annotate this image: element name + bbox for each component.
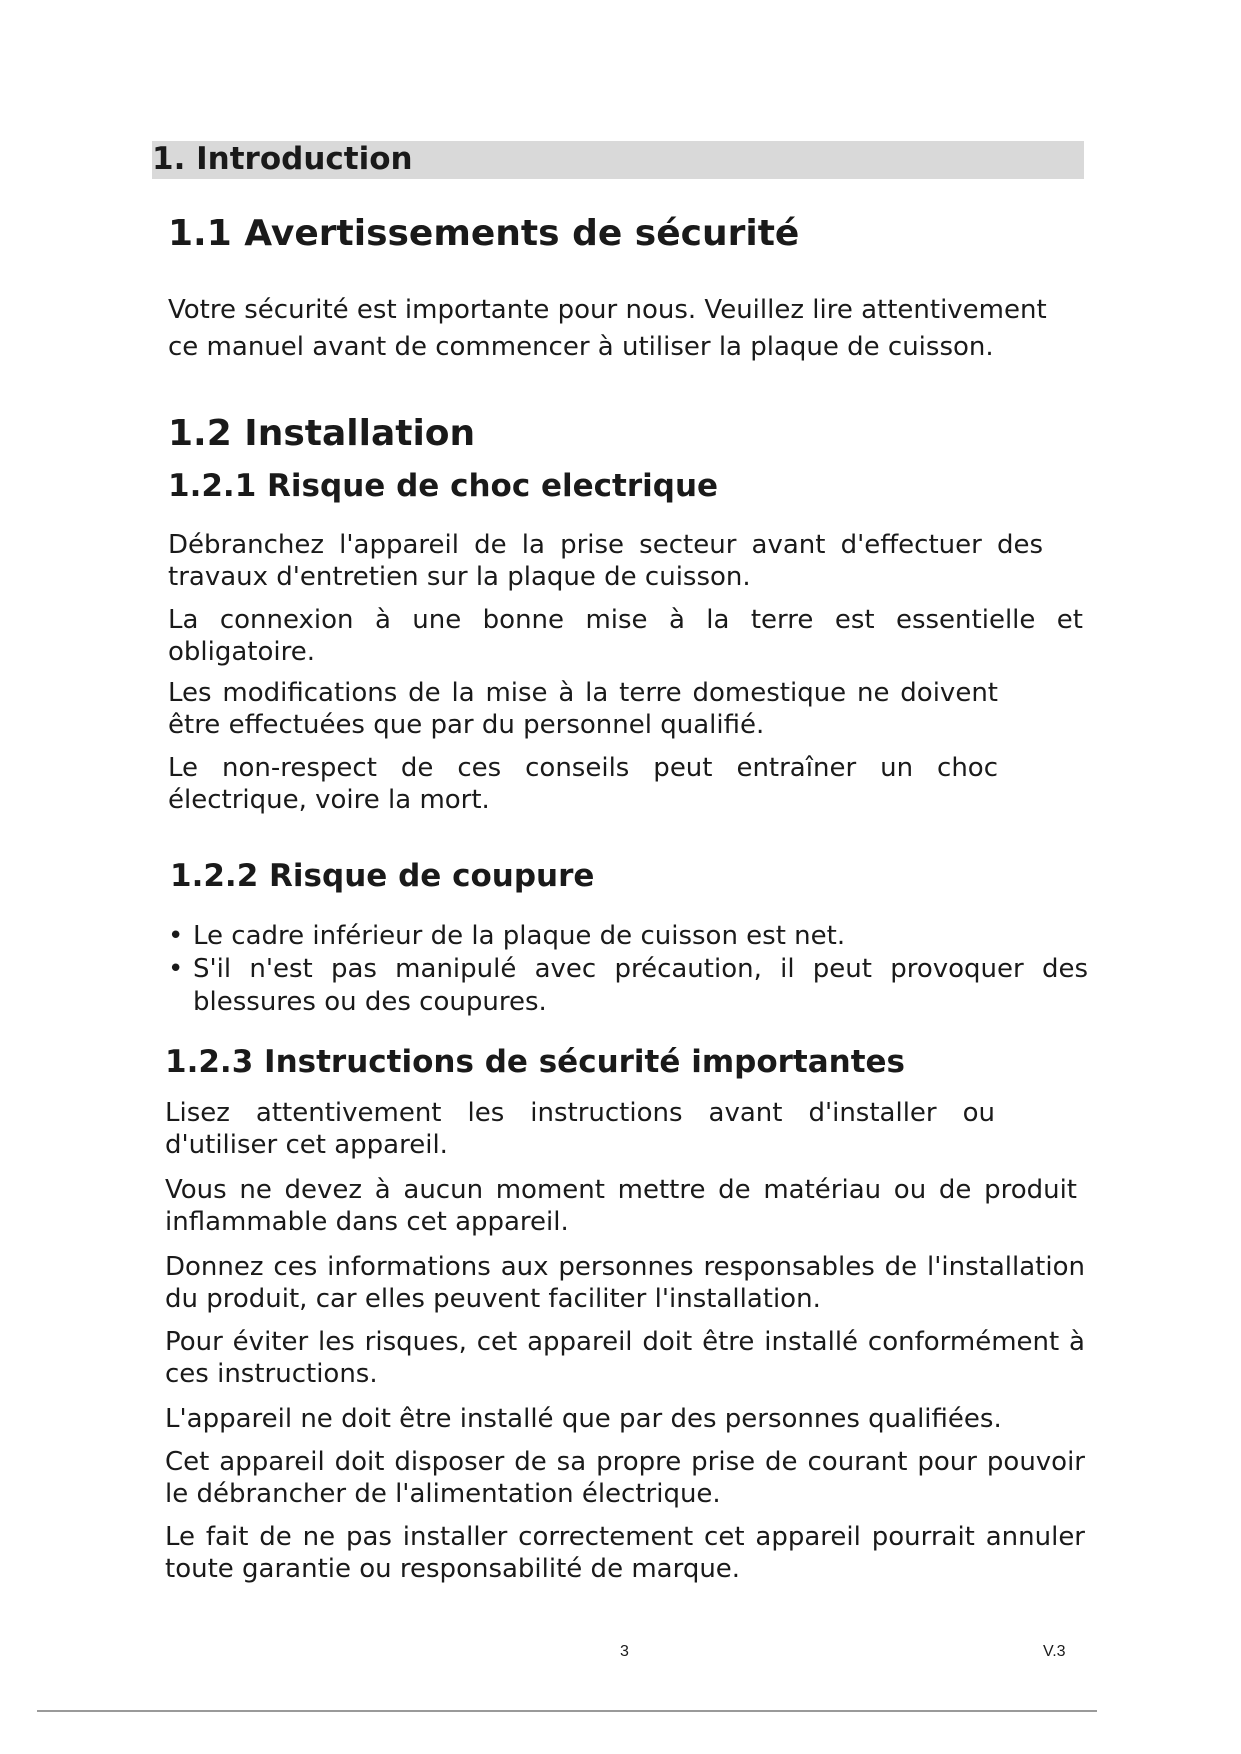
list-item: • Le cadre inférieur de la plaque de cuisson est net.	[168, 920, 1088, 953]
paragraph: L'appareil ne doit être installé que par des personnes qualifiées.	[165, 1404, 1002, 1434]
paragraph: Le fait de ne pas installer correctement cet appareil pourrait annuler toute garantie ou responsabilité de marque.	[165, 1522, 1085, 1584]
chapter-title: 1. Introduction	[152, 141, 413, 177]
cut-risk-list	[168, 920, 1088, 1019]
section-1-2-2-heading: 1.2.2 Risque de coupure	[170, 858, 595, 894]
page-number: 3	[620, 1643, 629, 1660]
paragraph: Vous ne devez à aucun moment mettre de matériau ou de produit inflammable dans cet appareil.	[165, 1175, 1077, 1237]
paragraph: Donnez ces informations aux personnes responsables de l'installation du produit, car elles peuvent faciliter l'installation.	[165, 1252, 1085, 1314]
paragraph: Cet appareil doit disposer de sa propre prise de courant pour pouvoir le débrancher de l'alimentation électrique.	[165, 1447, 1085, 1509]
footer-divider	[37, 1710, 1097, 1712]
section-1-2-1-heading: 1.2.1 Risque de choc electrique	[168, 468, 719, 504]
section-1-2-3-heading: 1.2.3 Instructions de sécurité importantes	[165, 1044, 906, 1080]
list-item: • S'il n'est pas manipulé avec précaution, il peut provoquer des blessures ou des coupures.	[168, 953, 1088, 1019]
section-1-1-line-2: ce manuel avant de commencer à utiliser la plaque de cuisson.	[168, 332, 994, 362]
paragraph: Les modifications de la mise à la terre domestique ne doivent être effectuées que par du personnel qualifié.	[168, 678, 998, 740]
paragraph: Le non-respect de ces conseils peut entraîner un choc électrique, voire la mort.	[168, 753, 998, 815]
section-1-1-line-1: Votre sécurité est importante pour nous. Veuillez lire attentivement	[168, 295, 1047, 325]
version-label: V.3	[1043, 1643, 1066, 1660]
paragraph: Lisez attentivement les instructions avant d'installer ou d'utiliser cet appareil.	[165, 1098, 995, 1160]
paragraph: Pour éviter les risques, cet appareil doit être installé conformément à ces instructions.	[165, 1327, 1085, 1389]
section-1-1-heading: 1.1 Avertissements de sécurité	[168, 213, 800, 254]
section-1-2-heading: 1.2 Installation	[168, 413, 476, 454]
paragraph: Débranchez l'appareil de la prise secteur avant d'effectuer des travaux d'entretien sur la plaque de cuisson.	[168, 530, 1043, 592]
paragraph: La connexion à une bonne mise à la terre est essentielle et obligatoire.	[168, 605, 1083, 667]
